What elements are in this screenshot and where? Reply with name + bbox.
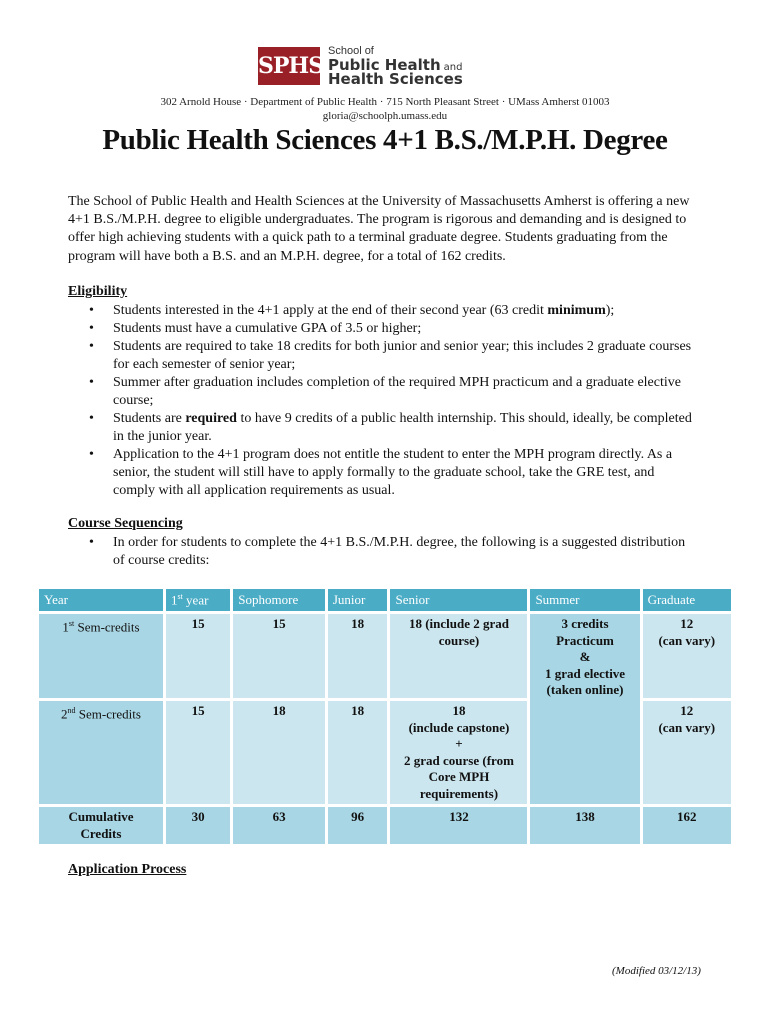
header-summer: Summer [530,589,639,611]
header-junior: Junior [328,589,388,611]
table-row-cumulative [39,807,731,844]
cell-summer: 3 credits Practicum & 1 grad elective (taken online) [530,614,639,804]
application-process-heading: Application Process [68,862,187,877]
header-graduate: Graduate [643,589,731,611]
cell-first-year: 15 [166,614,230,698]
logo-public-health: Public Health [328,56,441,74]
eligibility-list [68,302,698,500]
cell-first-year: 30 [166,807,230,844]
sequencing-item: • In order for students to complete the 4+1 B.S./M.P.H. degree, the following is a suggested distribution of course credits: [68,534,698,570]
row-label-cumulative: Cumulative Credits [39,807,163,844]
eligibility-item: • Application to the 4+1 program does not entitle the student to enter the MPH program directly. As a senior, the student will still have to apply formally to the graduate school, take the GRE test, and comply with all application requirements as usual. [68,446,698,500]
header-year: Year [39,589,163,611]
cell-graduate: 12 (can vary) [643,614,731,698]
sequencing-list [68,534,698,570]
header-senior: Senior [390,589,527,611]
eligibility-heading: Eligibility [68,284,128,299]
eligibility-item: • Students must have a cumulative GPA of 3.5 or higher; [68,320,698,338]
cell-graduate: 12 (can vary) [643,701,731,804]
header-first-year: 1st year [166,589,230,611]
cell-senior: 18 (include 2 grad course) [390,614,527,698]
cell-summer: 138 [530,807,639,844]
cell-senior: 18 (include capstone) + 2 grad course (from Core MPH requirements) [390,701,527,804]
cell-junior: 18 [328,701,388,804]
cell-sophomore: 18 [233,701,325,804]
eligibility-item: • Students are required to take 18 credits for both junior and senior year; this includes 2 graduate courses for each semester of senior year; [68,338,698,374]
credits-table [36,586,734,847]
cell-sophomore: 63 [233,807,325,844]
email-line[interactable]: gloria@schoolph.umass.edu [322,110,448,122]
logo-line-2: Health Sciences [328,70,463,88]
row-label-first-sem: 1st Sem-credits [39,614,163,698]
logo-school-of: School of [328,45,374,57]
cell-sophomore: 15 [233,614,325,698]
eligibility-item: • Students are required to have 9 credits of a public health internship. This should, ideally, be completed in the junior year. [68,410,698,446]
logo-and: and [443,62,463,73]
modified-date: (Modified 03/12/13) [612,965,701,977]
intro-paragraph: The School of Public Health and Health Sciences at the University of Massachusetts Amherst is offering a new 4+1 B.S./M.P.H. degree to eligible undergraduates. The program is rigorous and demanding and is designed to offer high achieving students with a quick path to a terminal graduate degree. Students graduating from the program will have both a B.S. and an M.P.H. degree, for a total of 162 credits. [68,194,690,264]
cell-senior: 132 [390,807,527,844]
eligibility-item: • Summer after graduation includes completion of the required MPH practicum and a graduate elective course; [68,374,698,410]
cell-first-year: 15 [166,701,230,804]
table-row [39,614,731,698]
school-logo [258,47,508,87]
eligibility-item: • Students interested in the 4+1 apply at the end of their second year (63 credit minimum); [68,302,698,320]
address-line: 302 Arnold House · Department of Public Health · 715 North Pleasant Street · UMass Amherst 01003 [160,96,610,108]
header-sophomore: Sophomore [233,589,325,611]
cell-graduate: 162 [643,807,731,844]
sphs-logo-mark: SPHS [258,47,320,85]
cell-junior: 18 [328,614,388,698]
page-title: Public Health Sciences 4+1 B.S./M.P.H. Degree [102,124,668,156]
course-sequencing-heading: Course Sequencing [68,516,183,531]
table-header-row [39,589,731,611]
cell-junior: 96 [328,807,388,844]
row-label-second-sem: 2nd Sem-credits [39,701,163,804]
